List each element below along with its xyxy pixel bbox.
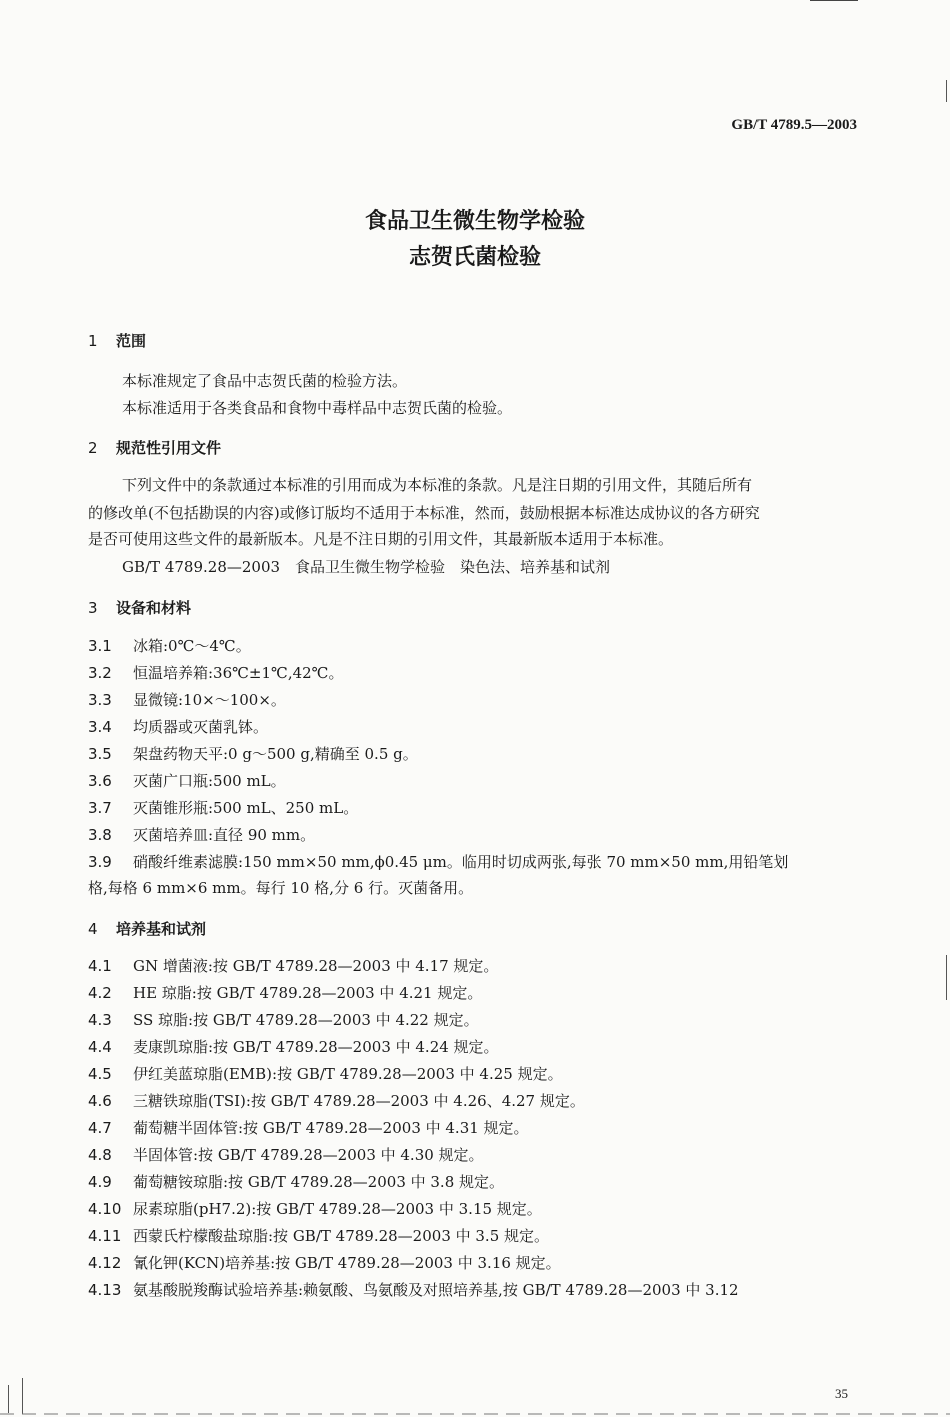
section-title: 范围 <box>116 332 147 350</box>
paragraph-line: 下列文件中的条款通过本标准的引用而成为本标准的条款。凡是注日期的引用文件，其随后所有 <box>122 476 753 494</box>
section-1-heading <box>88 330 146 351</box>
item-number: 4.6 <box>88 1092 112 1110</box>
list-item <box>88 851 788 872</box>
section-number: 3 <box>88 599 98 617</box>
item-text: 半固体管:按 GB/T 4789.28—2003 中 4.30 规定。 <box>133 1146 484 1164</box>
paragraph-line: 是否可使用这些文件的最新版本。凡是不注日期的引用文件，其最新版本适用于本标准。 <box>88 530 674 548</box>
item-text: 葡萄糖铵琼脂:按 GB/T 4789.28—2003 中 3.8 规定。 <box>133 1173 505 1191</box>
item-text: HE 琼脂:按 GB/T 4789.28—2003 中 4.21 规定。 <box>133 984 483 1002</box>
list-item <box>88 770 286 791</box>
list-item <box>88 1225 549 1246</box>
item-number: 3.1 <box>88 637 112 655</box>
list-item <box>88 662 343 683</box>
item-text: 西蒙氏柠檬酸盐琼脂:按 GB/T 4789.28—2003 中 3.5 规定。 <box>133 1227 550 1245</box>
section-2-heading <box>88 437 221 458</box>
list-item <box>88 1009 479 1030</box>
item-text: SS 琼脂:按 GB/T 4789.28—2003 中 4.22 规定。 <box>133 1011 479 1029</box>
scan-edge-mark <box>8 1385 9 1413</box>
list-item <box>88 635 251 656</box>
item-number: 4.10 <box>88 1200 122 1218</box>
item-text: 伊红美蓝琼脂(EMB):按 GB/T 4789.28—2003 中 4.25 规定。 <box>133 1065 563 1083</box>
item-number: 4.4 <box>88 1038 112 1056</box>
paragraph: 本标准适用于各类食品和食物中毒样品中志贺氏菌的检验。 <box>122 399 513 417</box>
item-number: 3.4 <box>88 718 112 736</box>
item-number: 3.5 <box>88 745 112 763</box>
item-number: 3.3 <box>88 691 112 709</box>
list-item <box>88 1279 739 1300</box>
page-number: 35 <box>835 1386 848 1401</box>
item-text: 灭菌广口瓶:500 mL。 <box>133 772 286 790</box>
top-rule <box>810 0 858 1</box>
doc-title-line1: 食品卫生微生物学检验 <box>364 209 585 234</box>
item-text: 麦康凯琼脂:按 GB/T 4789.28—2003 中 4.24 规定。 <box>133 1038 499 1056</box>
item-number: 4.13 <box>88 1281 122 1299</box>
section-4-heading <box>88 918 206 939</box>
list-item <box>88 1117 529 1138</box>
list-item <box>88 797 358 818</box>
list-item <box>88 1252 561 1273</box>
item-number: 4.11 <box>88 1227 122 1245</box>
item-text: 葡萄糖半固体管:按 GB/T 4789.28—2003 中 4.31 规定。 <box>133 1119 529 1137</box>
list-item <box>88 1090 585 1111</box>
list-item <box>88 1144 484 1165</box>
section-number: 2 <box>88 439 98 457</box>
item-text: 恒温培养箱:36℃±1℃,42℃。 <box>133 664 344 682</box>
item-number: 4.1 <box>88 957 112 975</box>
item-number: 4.12 <box>88 1254 122 1272</box>
item-number: 3.9 <box>88 853 112 871</box>
scan-edge-mark <box>946 955 947 1000</box>
item-number: 4.7 <box>88 1119 112 1137</box>
list-item <box>88 955 498 976</box>
list-item <box>88 1036 499 1057</box>
item-number: 4.3 <box>88 1011 112 1029</box>
normative-reference: GB/T 4789.28—2003 食品卫生微生物学检验 染色法、培养基和试剂 <box>122 558 611 576</box>
doc-title-line2: 志贺氏菌检验 <box>408 245 541 270</box>
item-text: 架盘药物天平:0 g～500 g,精确至 0.5 g。 <box>133 745 418 763</box>
list-item <box>88 824 315 845</box>
item-text: 灭菌锥形瓶:500 mL、250 mL。 <box>133 799 359 817</box>
list-item-continuation: 格,每格 6 mm×6 mm。每行 10 格,分 6 行。灭菌备用。 <box>88 879 474 897</box>
item-number: 4.9 <box>88 1173 112 1191</box>
section-number: 1 <box>88 332 98 350</box>
item-text: 均质器或灭菌乳钵。 <box>133 718 269 736</box>
section-3-heading <box>88 597 191 618</box>
scan-edge-mark <box>946 80 947 102</box>
item-text: 氨基酸脱羧酶试验培养基:赖氨酸、鸟氨酸及对照培养基,按 GB/T 4789.28—2003 中 3.12 <box>133 1281 739 1299</box>
list-item <box>88 689 286 710</box>
item-number: 3.8 <box>88 826 112 844</box>
item-text: 显微镜:10×～100×。 <box>133 691 286 709</box>
section-number: 4 <box>88 920 98 938</box>
paragraph: 本标准规定了食品中志贺氏菌的检验方法。 <box>122 372 408 390</box>
list-item <box>88 716 268 737</box>
section-title: 规范性引用文件 <box>116 439 222 457</box>
item-text: 灭菌培养皿:直径 90 mm。 <box>133 826 316 844</box>
section-title: 培养基和试剂 <box>116 920 207 938</box>
item-number: 4.2 <box>88 984 112 1002</box>
item-text: 硝酸纤维素滤膜:150 mm×50 mm,ϕ0.45 μm。临用时切成两张,每张 70 mm×50 mm,用铅笔划 <box>133 853 789 871</box>
list-item <box>88 982 482 1003</box>
item-number: 3.6 <box>88 772 112 790</box>
scan-edge-mark <box>22 1378 23 1414</box>
item-text: 氰化钾(KCN)培养基:按 GB/T 4789.28—2003 中 3.16 规定。 <box>133 1254 561 1272</box>
item-number: 3.2 <box>88 664 112 682</box>
section-title: 设备和材料 <box>116 599 192 617</box>
item-text: GN 增菌液:按 GB/T 4789.28—2003 中 4.17 规定。 <box>133 957 499 975</box>
paragraph-line: 的修改单(不包括勘误的内容)或修订版均不适用于本标准，然而，鼓励根据本标准达成协议的各方研究 <box>88 504 760 522</box>
list-item <box>88 1198 542 1219</box>
list-item <box>88 1171 504 1192</box>
item-number: 4.5 <box>88 1065 112 1083</box>
item-text: 三糖铁琼脂(TSI):按 GB/T 4789.28—2003 中 4.26、4.27 规定。 <box>133 1092 585 1110</box>
item-text: 尿素琼脂(pH7.2):按 GB/T 4789.28—2003 中 3.15 规定。 <box>133 1200 542 1218</box>
item-number: 4.8 <box>88 1146 112 1164</box>
list-item <box>88 1063 563 1084</box>
list-item <box>88 743 418 764</box>
standard-number: GB/T 4789.5—2003 <box>731 117 857 133</box>
scan-bottom-artifact <box>0 1413 950 1415</box>
item-text: 冰箱:0℃～4℃。 <box>133 637 251 655</box>
item-number: 3.7 <box>88 799 112 817</box>
